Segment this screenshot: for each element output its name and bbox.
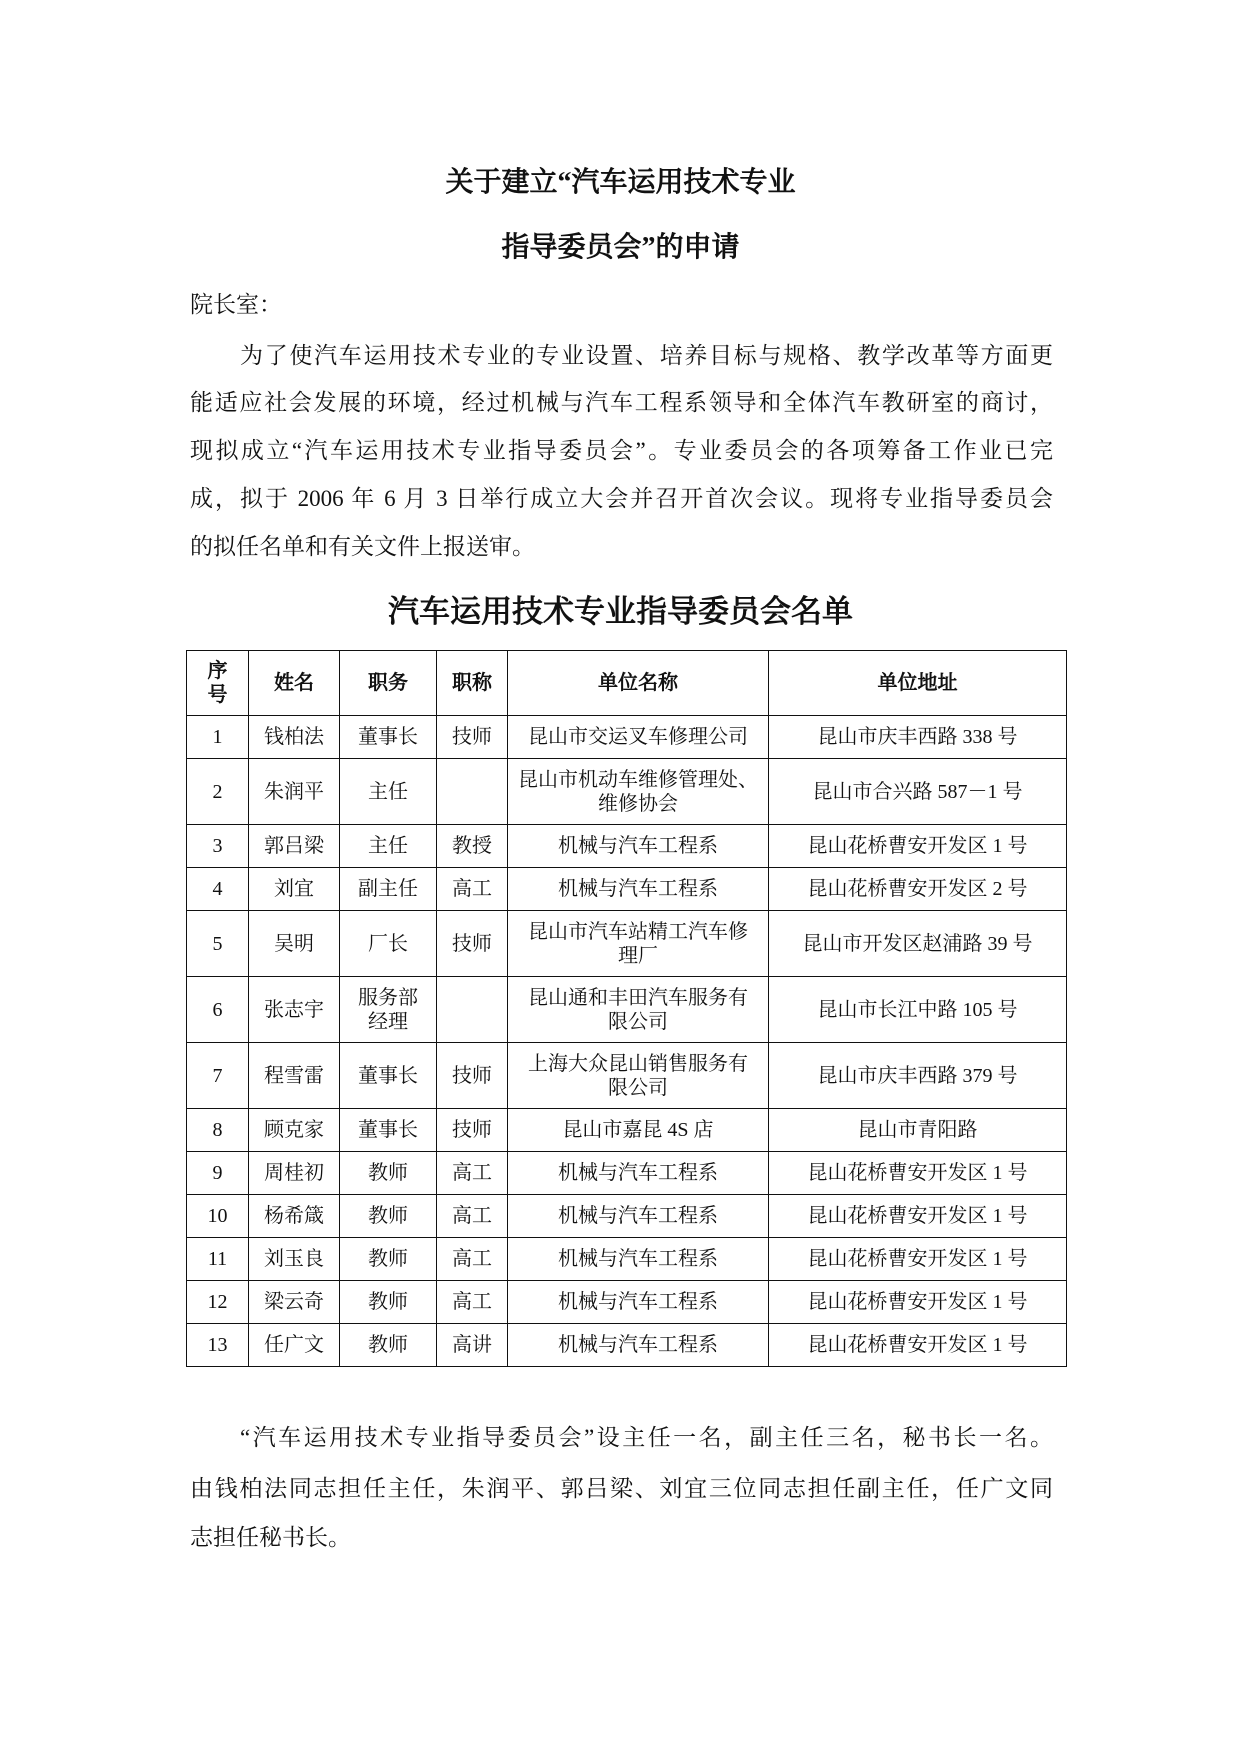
table-header-cell: 职务 bbox=[340, 651, 437, 716]
cell-unit-address: 昆山市开发区赵浦路 39 号 bbox=[769, 911, 1067, 977]
cell-name: 梁云奇 bbox=[249, 1281, 340, 1324]
cell-position: 教师 bbox=[340, 1238, 437, 1281]
cell-position: 主任 bbox=[340, 825, 437, 868]
table-row bbox=[187, 1281, 1067, 1324]
cell-index: 11 bbox=[187, 1238, 249, 1281]
cell-unit-name: 昆山通和丰田汽车服务有 限公司 bbox=[508, 977, 769, 1043]
closing-line: 志担任秘书长。 bbox=[190, 1525, 351, 1550]
cell-name: 钱柏法 bbox=[249, 716, 340, 759]
cell-position: 董事长 bbox=[340, 1043, 437, 1109]
cell-unit-name: 机械与汽车工程系 bbox=[508, 825, 769, 868]
cell-unit-name: 昆山市交运叉车修理公司 bbox=[508, 716, 769, 759]
cell-name: 郭吕梁 bbox=[249, 825, 340, 868]
cell-title bbox=[437, 977, 508, 1043]
cell-unit-address: 昆山花桥曹安开发区 1 号 bbox=[769, 825, 1067, 868]
cell-unit-address: 昆山市合兴路 587－1 号 bbox=[769, 759, 1067, 825]
cell-name: 刘玉良 bbox=[249, 1238, 340, 1281]
cell-unit-name: 机械与汽车工程系 bbox=[508, 1324, 769, 1367]
intro-line: 现拟成立“汽车运用技术专业指导委员会”。专业委员会的各项筹备工作业已完 bbox=[190, 438, 1053, 463]
closing-line: “汽车运用技术专业指导委员会”设主任一名，副主任三名，秘书长一名。 bbox=[240, 1425, 1053, 1450]
cell-unit-name: 机械与汽车工程系 bbox=[508, 1238, 769, 1281]
table-title: 汽车运用技术专业指导委员会名单 bbox=[388, 594, 853, 629]
table-row bbox=[187, 1109, 1067, 1152]
document-title-line-1: 关于建立“汽车运用技术专业 bbox=[445, 167, 796, 198]
cell-unit-address: 昆山市青阳路 bbox=[769, 1109, 1067, 1152]
cell-position: 教师 bbox=[340, 1195, 437, 1238]
table-row bbox=[187, 1152, 1067, 1195]
cell-title: 技师 bbox=[437, 911, 508, 977]
cell-unit-address: 昆山市庆丰西路 338 号 bbox=[769, 716, 1067, 759]
cell-position: 服务部 经理 bbox=[340, 977, 437, 1043]
cell-name: 吴明 bbox=[249, 911, 340, 977]
table-row bbox=[187, 1195, 1067, 1238]
cell-title: 技师 bbox=[437, 716, 508, 759]
cell-name: 程雪雷 bbox=[249, 1043, 340, 1109]
cell-title: 高工 bbox=[437, 868, 508, 911]
cell-unit-address: 昆山花桥曹安开发区 1 号 bbox=[769, 1238, 1067, 1281]
table-row bbox=[187, 1324, 1067, 1367]
table-header-row bbox=[187, 651, 1067, 716]
cell-name: 杨希箴 bbox=[249, 1195, 340, 1238]
cell-title: 高工 bbox=[437, 1281, 508, 1324]
cell-index: 13 bbox=[187, 1324, 249, 1367]
table-header-cell: 姓名 bbox=[249, 651, 340, 716]
cell-index: 6 bbox=[187, 977, 249, 1043]
cell-title bbox=[437, 759, 508, 825]
cell-position: 教师 bbox=[340, 1281, 437, 1324]
cell-name: 顾克家 bbox=[249, 1109, 340, 1152]
cell-unit-name: 上海大众昆山销售服务有 限公司 bbox=[508, 1043, 769, 1109]
cell-unit-address: 昆山花桥曹安开发区 1 号 bbox=[769, 1195, 1067, 1238]
table-row bbox=[187, 868, 1067, 911]
cell-title: 教授 bbox=[437, 825, 508, 868]
cell-index: 9 bbox=[187, 1152, 249, 1195]
table-row bbox=[187, 825, 1067, 868]
cell-unit-name: 昆山市嘉昆 4S 店 bbox=[508, 1109, 769, 1152]
cell-name: 周桂初 bbox=[249, 1152, 340, 1195]
salutation: 院长室： bbox=[190, 292, 282, 317]
member-table bbox=[186, 650, 1067, 1367]
cell-unit-address: 昆山花桥曹安开发区 1 号 bbox=[769, 1281, 1067, 1324]
cell-index: 1 bbox=[187, 716, 249, 759]
cell-name: 朱润平 bbox=[249, 759, 340, 825]
cell-title: 技师 bbox=[437, 1109, 508, 1152]
cell-index: 2 bbox=[187, 759, 249, 825]
table-row bbox=[187, 759, 1067, 825]
cell-name: 刘宜 bbox=[249, 868, 340, 911]
table-row bbox=[187, 1043, 1067, 1109]
cell-name: 任广文 bbox=[249, 1324, 340, 1367]
intro-line: 为了使汽车运用技术专业的专业设置、培养目标与规格、教学改革等方面更 bbox=[240, 343, 1053, 368]
cell-index: 4 bbox=[187, 868, 249, 911]
table-row bbox=[187, 1238, 1067, 1281]
cell-position: 副主任 bbox=[340, 868, 437, 911]
cell-index: 12 bbox=[187, 1281, 249, 1324]
cell-unit-address: 昆山花桥曹安开发区 1 号 bbox=[769, 1152, 1067, 1195]
table-header-cell: 单位名称 bbox=[508, 651, 769, 716]
cell-position: 教师 bbox=[340, 1152, 437, 1195]
table-header-cell: 职称 bbox=[437, 651, 508, 716]
closing-line: 由钱柏法同志担任主任，朱润平、郭吕梁、刘宜三位同志担任副主任，任广文同 bbox=[190, 1476, 1053, 1501]
cell-title: 技师 bbox=[437, 1043, 508, 1109]
cell-title: 高工 bbox=[437, 1195, 508, 1238]
intro-line: 能适应社会发展的环境，经过机械与汽车工程系领导和全体汽车教研室的商讨， bbox=[190, 390, 1053, 415]
cell-title: 高讲 bbox=[437, 1324, 508, 1367]
table-row bbox=[187, 911, 1067, 977]
cell-position: 教师 bbox=[340, 1324, 437, 1367]
cell-index: 3 bbox=[187, 825, 249, 868]
cell-unit-name: 昆山市汽车站精工汽车修 理厂 bbox=[508, 911, 769, 977]
cell-unit-address: 昆山花桥曹安开发区 2 号 bbox=[769, 868, 1067, 911]
cell-index: 10 bbox=[187, 1195, 249, 1238]
cell-unit-address: 昆山花桥曹安开发区 1 号 bbox=[769, 1324, 1067, 1367]
cell-unit-name: 机械与汽车工程系 bbox=[508, 1281, 769, 1324]
table-row bbox=[187, 716, 1067, 759]
cell-unit-address: 昆山市庆丰西路 379 号 bbox=[769, 1043, 1067, 1109]
table-header-cell: 单位地址 bbox=[769, 651, 1067, 716]
intro-line: 成，拟于 2006 年 6 月 3 日举行成立大会并召开首次会议。现将专业指导委员会 bbox=[190, 486, 1053, 511]
cell-unit-name: 机械与汽车工程系 bbox=[508, 1152, 769, 1195]
table-header bbox=[187, 651, 1067, 716]
cell-title: 高工 bbox=[437, 1152, 508, 1195]
cell-position: 主任 bbox=[340, 759, 437, 825]
table-row bbox=[187, 977, 1067, 1043]
cell-position: 董事长 bbox=[340, 1109, 437, 1152]
cell-position: 董事长 bbox=[340, 716, 437, 759]
cell-unit-name: 机械与汽车工程系 bbox=[508, 868, 769, 911]
cell-name: 张志宇 bbox=[249, 977, 340, 1043]
document-title-line-2: 指导委员会”的申请 bbox=[501, 232, 740, 263]
table-body bbox=[187, 716, 1067, 1367]
cell-unit-name: 昆山市机动车维修管理处、 维修协会 bbox=[508, 759, 769, 825]
table-header-cell: 序 号 bbox=[187, 651, 249, 716]
cell-index: 8 bbox=[187, 1109, 249, 1152]
cell-index: 5 bbox=[187, 911, 249, 977]
cell-unit-name: 机械与汽车工程系 bbox=[508, 1195, 769, 1238]
intro-line: 的拟任名单和有关文件上报送审。 bbox=[190, 534, 535, 559]
cell-title: 高工 bbox=[437, 1238, 508, 1281]
cell-index: 7 bbox=[187, 1043, 249, 1109]
cell-position: 厂长 bbox=[340, 911, 437, 977]
cell-unit-address: 昆山市长江中路 105 号 bbox=[769, 977, 1067, 1043]
